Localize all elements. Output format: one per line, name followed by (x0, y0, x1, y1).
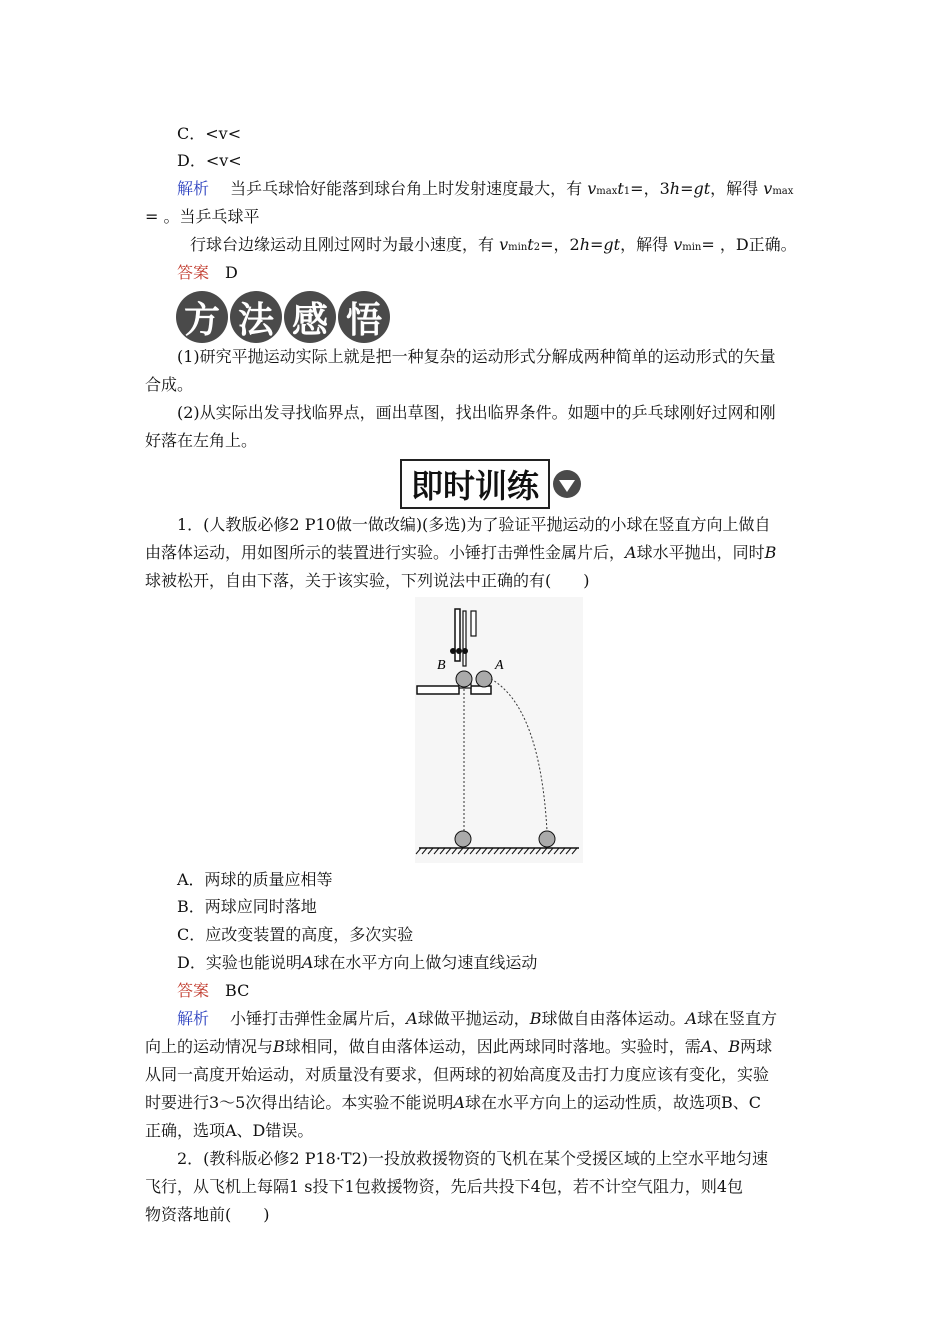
triangle-down-icon (553, 470, 581, 498)
banner-char: 方 (176, 291, 228, 343)
analysis-1-line-2: = 。当乒乓球平 (145, 207, 260, 226)
method-p1-line-2: 合成。 (145, 375, 194, 394)
analysis-label: 解析 (177, 179, 210, 198)
method-banner (176, 291, 390, 343)
left-platform (417, 686, 459, 694)
question-2-line-1: 2．(教科版必修2 P18·T2)一投放救援物资的飞机在某个受援区域的上空水平地匀速 (177, 1149, 768, 1168)
analysis-1-line-3: 行球台边缘运动且刚过网时为最小速度，有 vmint2=，2h=gt，解得 vmin= ，D正确。 (190, 235, 797, 254)
label-a: A (495, 658, 504, 673)
ball-a-start (476, 671, 492, 687)
ball-b-start (456, 671, 472, 687)
method-p1-line-1: (1)研究平抛运动实际上就是把一种复杂的运动形式分解成两种简单的运动形式的矢量 (177, 347, 776, 366)
banner-char: 法 (230, 291, 282, 343)
right-platform (471, 686, 491, 694)
top-bracket (471, 611, 476, 636)
answer-1: 答案 D (177, 263, 238, 282)
hammer-head (450, 648, 456, 654)
analysis-2-line-4: 时要进行3～5次得出结论。本实验不能说明A球在水平方向上的运动性质，故选项B、C (145, 1093, 761, 1112)
answer-label: 答案 (177, 263, 210, 282)
analysis-2-line-1: 解析 小锤打击弹性金属片后，A球做平抛运动，B球做自由落体运动。A球在竖直方 (177, 1009, 778, 1028)
ball-b-end (455, 831, 471, 847)
hammer-head (456, 648, 462, 654)
question-1-line-3: 球被松开，自由下落，关于该实验，下列说法中正确的有( ) (145, 571, 590, 590)
method-p2-line-1: (2)从实际出发寻找临界点，画出草图，找出临界条件。如题中的乒乓球刚好过网和刚 (177, 403, 776, 422)
analysis-2-line-5: 正确，选项A、D错误。 (145, 1121, 314, 1140)
figure-background (415, 597, 583, 863)
experiment-figure (415, 597, 583, 863)
analysis-2-line-2: 向上的运动情况与B球相同，做自由落体运动，因此两球同时落地。实验时，需A、B两球 (145, 1037, 773, 1056)
hammer-head (462, 648, 468, 654)
option-c-previous: C．<v< (177, 124, 242, 143)
ball-a-end (539, 831, 555, 847)
analysis-label: 解析 (177, 1009, 210, 1028)
option-c: C．应改变装置的高度，多次实验 (177, 925, 414, 944)
method-p2-line-2: 好落在左角上。 (145, 431, 258, 450)
spring-plate (463, 611, 466, 666)
answer-2: 答案 BC (177, 981, 250, 1000)
label-b: B (437, 658, 446, 673)
question-1-line-1: 1．(人教版必修2 P10做一做改编)(多选)为了验证平抛运动的小球在竖直方向上做自 (177, 515, 771, 534)
banner-char: 悟 (338, 291, 390, 343)
analysis-1-line-1: 解析 当乒乓球恰好能落到球台角上时发射速度最大，有 vmaxt1=，3h=gt，解得 vmax (177, 179, 794, 198)
option-d: D．实验也能说明A球在水平方向上做匀速直线运动 (177, 953, 538, 972)
option-a: A．两球的质量应相等 (177, 870, 333, 889)
question-2-line-3: 物资落地前( ) (145, 1205, 270, 1224)
training-title: 即时训练 (400, 459, 550, 509)
option-d-previous: D．<v< (177, 151, 242, 170)
option-b: B．两球应同时落地 (177, 897, 317, 916)
question-2-line-2: 飞行，从飞机上每隔1 s投下1包救援物资，先后共投下4包，若不计空气阻力，则4包 (145, 1177, 744, 1196)
banner-char: 感 (284, 291, 336, 343)
question-1-line-2: 由落体运动，用如图所示的装置进行实验。小锤打击弹性金属片后，A球水平抛出，同时B (145, 543, 777, 562)
answer-label: 答案 (177, 981, 210, 1000)
analysis-2-line-3: 从同一高度开始运动，对质量没有要求，但两球的初始高度及击打力度应该有变化，实验 (145, 1065, 770, 1084)
